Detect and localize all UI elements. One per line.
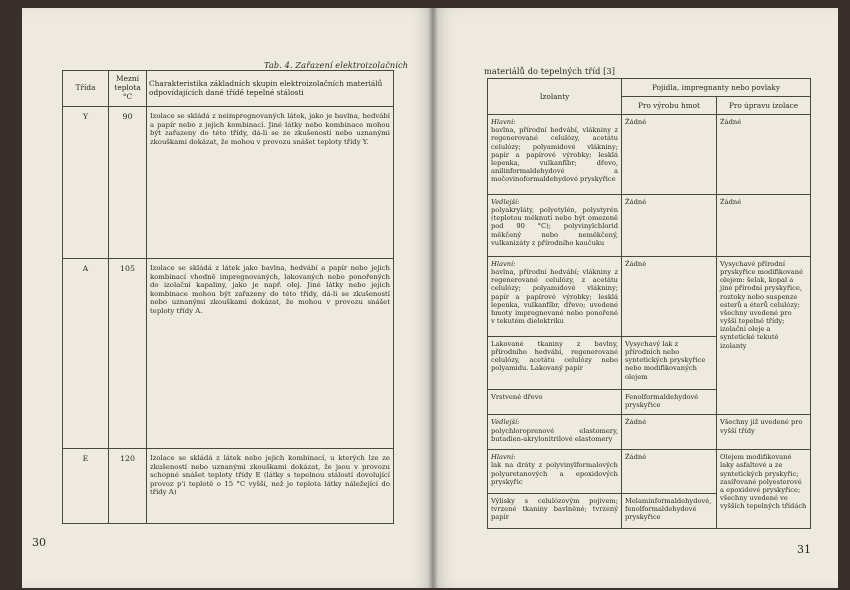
page-number-left: 30: [32, 536, 46, 549]
insulant-text: lak na dráty z polyvinylformalových polyuretanových a epoxidových pryskyřic: [491, 461, 618, 486]
group-label: Hlavní:: [491, 118, 516, 126]
table-row: [63, 107, 394, 259]
insulant-cell: [488, 115, 622, 195]
header-finishing: Pro úpravu izolace: [717, 97, 811, 115]
production-cell: Fenolformaldehydové pryskyřice: [622, 389, 717, 415]
finishing-cell: Vysychavé přírodní pryskyřice modifikované olejem: šelak, kopal a jiné přírodní pryskyřice, roztoky nebo suspenze esterů a éterů celulózy; všechny uvedené pro vyšší tepelné třídy; izolační oleje a syntetické tekuté izolanty: [717, 256, 811, 415]
insulant-text: Výlisky s celulózovým pojivem; tvrzené tkaniny bavlněné; tvrzený papír: [491, 497, 618, 522]
header-description: Charakteristika základních skupin elektroizolačních materiálů odpovídajících dané třídě tepelné stálosti: [147, 71, 394, 107]
description-cell: Izolace se skládá z neimpregnovaných látek, jako je bavlna, hedvábí a papír nebo z jejich kombinací. Jiné látky nebo kombinace mohou být zařazeny do této třídy, dá-li se ze zkušeností nebo uznanými zkouškami dokázat, že mohou v provozu snášet teploty třídy Y.: [147, 107, 394, 259]
temperature-cell: 105: [109, 259, 147, 449]
table-row: [488, 194, 811, 256]
insulant-cell: [488, 450, 622, 494]
header-class: Třída: [63, 71, 109, 107]
insulant-cell: [488, 389, 622, 415]
table-row: [488, 256, 811, 336]
production-cell: Žádné: [622, 115, 717, 195]
class-cell: A: [63, 259, 109, 449]
header-temperature: Mezní teplota °C: [109, 71, 147, 107]
table-row: [488, 415, 811, 450]
class-cell: E: [63, 449, 109, 524]
production-cell: Melaminformaldehydové, fenolformaldehydové pryskyřice: [622, 494, 717, 529]
table-header-row: [63, 71, 394, 107]
class-cell: Y: [63, 107, 109, 259]
insulant-text: Lakované tkaniny z bavlny, přírodního hedvábí, regenerované celulózy, acetátu celulózy nebo polyamidu. Lakovaný papír: [491, 339, 618, 373]
finishing-cell: Žádné: [717, 115, 811, 195]
finishing-cell: Všechny již uvedené pro vyšší třídy: [717, 415, 811, 450]
table-row: [63, 449, 394, 524]
thermal-class-table: [62, 70, 394, 524]
group-label: Hlavní:: [491, 453, 516, 462]
insulant-cell: [488, 415, 622, 450]
temperature-cell: 120: [109, 449, 147, 524]
page-number-right: 31: [797, 543, 811, 556]
book-gutter: [428, 8, 438, 588]
production-cell: Žádné: [622, 194, 717, 256]
header-production: Pro výrobu hmot: [622, 97, 717, 115]
temperature-cell: 90: [109, 107, 147, 259]
production-cell: Žádné: [622, 450, 717, 494]
description-cell: Izolace se skládá z látek jako bavlna, hedvábí a papír nebo jejich kombinací vhodně impregnovaných, lakovaných nebo ponořených do izolační kapaliny, jako je např. olej. Jiné látky nebo jejich kombinace mohou být zařazeny do této třídy, dá-li se zkušeností nebo uznanými zkouškami dokázat, že mohou v provozu snášet teploty třídy A.: [147, 259, 394, 449]
table-caption-right: materiálů do tepelných tříd [3]: [484, 66, 616, 76]
insulant-cell: [488, 256, 622, 336]
finishing-cell: Olejem modifikované laky asfaltové a ze syntetických pryskyřic; zasířované polyesterové a epoxidové pryskyřice; všechny uvedené ve vyšších tepelných třídách: [717, 450, 811, 529]
group-label: Vedlejší:: [491, 197, 520, 206]
production-cell: Žádné: [622, 256, 717, 336]
header-insulants: Izolanty: [488, 79, 622, 115]
insulant-text: polyakryláty, polyetylén, polystyrén (teplotou měknutí nebo být omezeně pod 90 °C); polyvinylchlorid měkčený nebo neměkčený, vulkanizáty z přírodního kaučuku: [491, 206, 618, 247]
table-row: [488, 450, 811, 494]
table-row: [63, 259, 394, 449]
insulant-cell: [488, 336, 622, 389]
insulant-text: polychloroprenové elastomery, butadien-akrylonitrilové elastomery: [491, 426, 618, 443]
production-cell: Žádné: [622, 415, 717, 450]
production-cell: Vysychavý lak z přírodních nebo syntetických pryskyřice nebo modifikovaných olejem: [622, 336, 717, 389]
insulant-materials-table: [487, 78, 811, 529]
table-row: [488, 115, 811, 195]
table-header-row: [488, 79, 811, 97]
group-label: Vedlejší:: [491, 418, 520, 427]
insulant-cell: [488, 494, 622, 529]
insulant-cell: [488, 194, 622, 256]
header-binders: Pojidla, impregnanty nebo povlaky: [622, 79, 811, 97]
insulant-text: Vrstvené dřevo: [491, 392, 543, 401]
insulant-text: bavlna, přírodní hedvábí, vlákniny z regenerované celulózy, acetátu celulózy; polyamidové vlákniny; papír a papírové výrobky; lesklá lepenka, vulkanfíbr; dřevo, anilinformaldehydové a močovinoformaldehydové pryskyřice: [491, 126, 618, 184]
insulant-text: bavlna, přírodní hedvábí; vlákniny z regenerované celulózy, z acetátu celulózy; polyamidové vlákniny; papír a papírové výrobky; lesklá lepenka, vulkanfíbr, dřevo; uvedené hmoty impregnované nebo ponořené v tekutém dielektriku: [491, 268, 618, 326]
description-cell: Izolace se skládá z látek nebo jejich kombinací, u kterých lze ze zkušeností nebo uznanými zkouškami dokázat, že jsou v provozu schopné snášet teploty třídy E (látky s tepelnou stálostí dovolující provoz p'i teplotě o 15 °C vyšší, než je teplota látky náležející do třídy A): [147, 449, 394, 524]
table-caption-left: Tab. 4. Zařazení elektroizolačních: [264, 60, 409, 70]
group-label: Hlavní:: [491, 259, 516, 268]
finishing-cell: Žádné: [717, 194, 811, 256]
